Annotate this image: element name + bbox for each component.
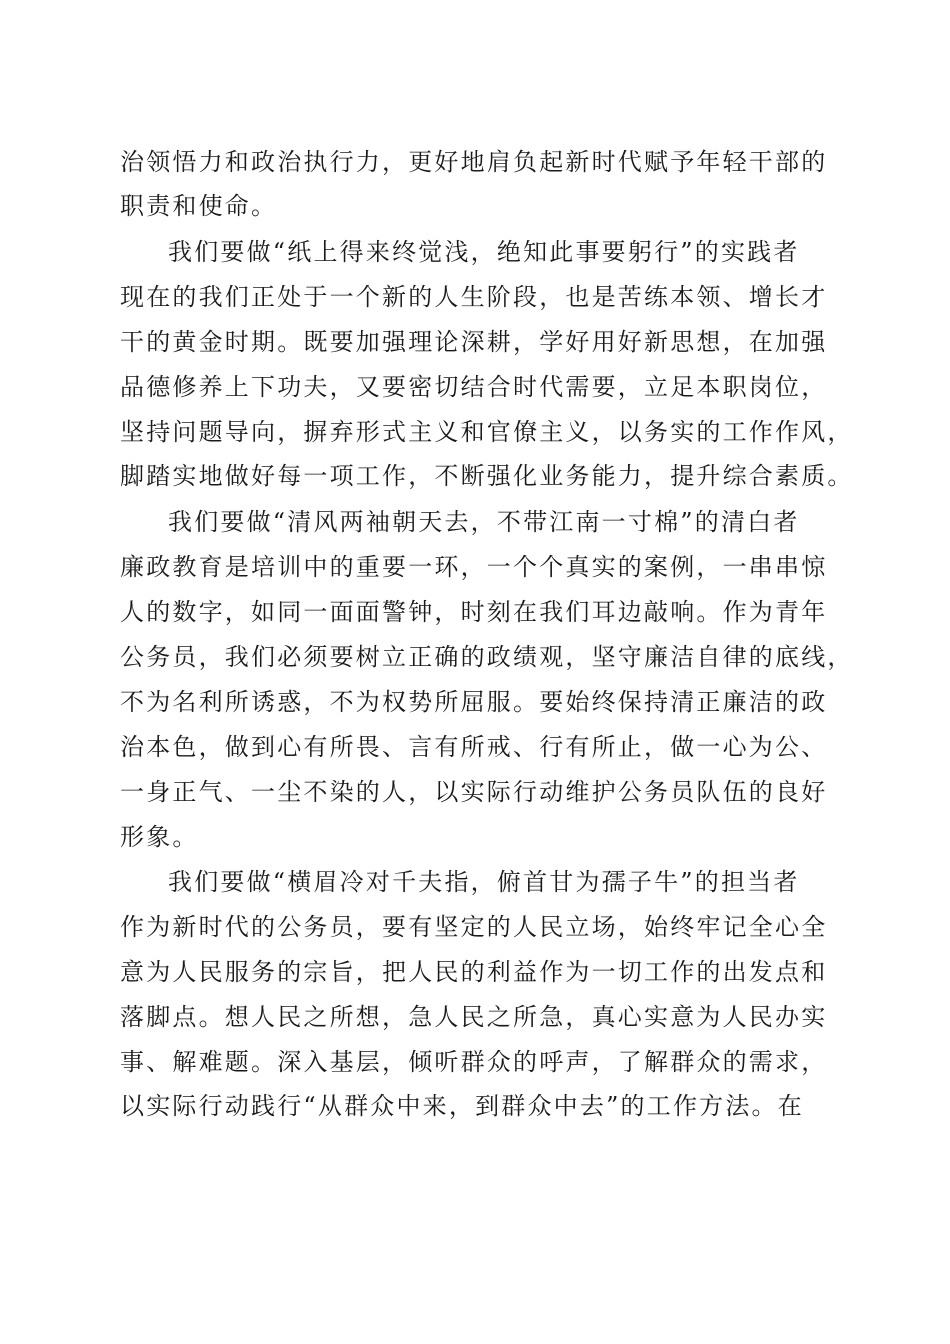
text-line: 形象。 — [120, 823, 199, 851]
heading-line-practitioner: 我们要做“纸上得来终觉浅，绝知此事要躬行”的实践者 — [168, 238, 800, 266]
text-line: 不为名利所诱惑，不为权势所屈服。要始终保持清正廉洁的政 — [120, 688, 828, 716]
text-line: 意为人民服务的宗旨，把人民的利益作为一切工作的出发点和 — [120, 958, 828, 986]
text-line: 落脚点。想人民之所想，急人民之所急，真心实意为人民办实 — [120, 1003, 828, 1031]
text-line: 职责和使命。 — [120, 192, 278, 220]
text-line: 干的黄金时期。既要加强理论深耕，学好用好新思想，在加强 — [120, 328, 828, 356]
text-line: 以实际行动践行“从群众中来，到群众中去”的工作方法。在 — [120, 1092, 804, 1120]
text-line: 坚持问题导向，摒弃形式主义和官僚主义，以务实的工作作风， — [120, 418, 854, 446]
text-line: 脚踏实地做好每一项工作，不断强化业务能力，提升综合素质。 — [120, 462, 854, 490]
text-line: 公务员，我们必须要树立正确的政绩观，坚守廉洁自律的底线， — [120, 643, 854, 671]
text-line: 廉政教育是培训中的重要一环，一个个真实的案例，一串串惊 — [120, 553, 828, 581]
text-line: 品德修养上下功夫，又要密切结合时代需要，立足本职岗位， — [120, 373, 828, 401]
text-line: 作为新时代的公务员，要有坚定的人民立场，始终牢记全心全 — [120, 913, 828, 941]
text-line: 一身正气、一尘不染的人，以实际行动维护公务员队伍的良好 — [120, 778, 828, 806]
heading-line-responsible: 我们要做“横眉冷对千夫指，俯首甘为孺子牛”的担当者 — [168, 868, 800, 896]
text-line: 现在的我们正处于一个新的人生阶段，也是苦练本领、增长才 — [120, 283, 828, 311]
text-line: 事、解难题。深入基层，倾听群众的呼声，了解群众的需求， — [120, 1048, 828, 1076]
heading-line-clean: 我们要做“清风两袖朝天去，不带江南一寸棉”的清白者 — [168, 508, 800, 536]
text-line: 治本色，做到心有所畏、言有所戒、行有所止，做一心为公、 — [120, 733, 828, 761]
text-line: 治领悟力和政治执行力，更好地肩负起新时代赋予年轻干部的 — [120, 148, 828, 176]
text-line: 人的数字，如同一面面警钟，时刻在我们耳边敲响。作为青年 — [120, 598, 828, 626]
